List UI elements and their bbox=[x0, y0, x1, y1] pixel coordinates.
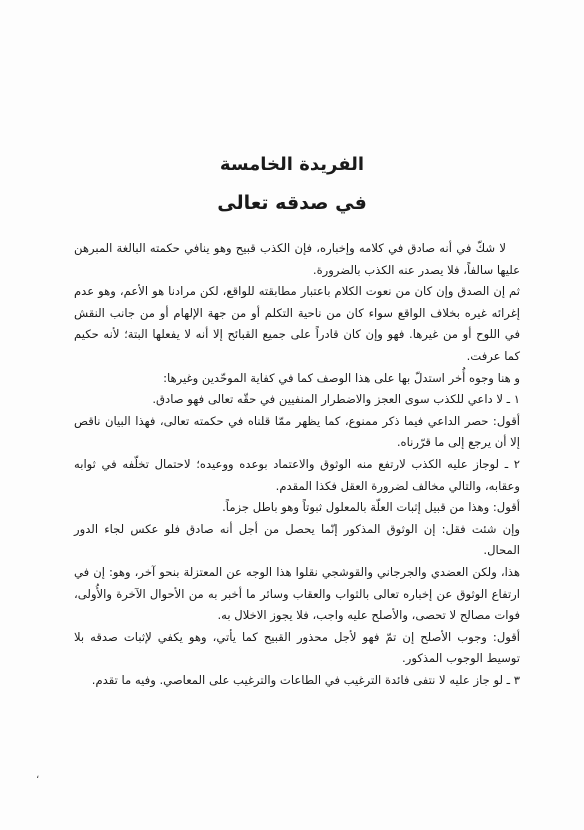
body-text bbox=[74, 238, 520, 691]
chapter-subtitle: في صدقه تعالى bbox=[217, 192, 367, 214]
paragraph: ٣ ـ لو جاز عليه لا نتفى فائدة الترغيب في الطاعات والترغيب على المعاصي. وفيه ما تقدم. bbox=[91, 672, 520, 687]
paragraph: ٢ ـ لوجاز عليه الكذب لارتفع منه الوثوق والاعتماد بوعده ووعيده؛ لاحتمال تخلّفه في ثوابه وعقابه، والتالي مخالف لضرورة العقل فكذا المقدم. bbox=[74, 456, 520, 493]
paragraph: وإن شئت فقل: إن الوثوق المذكور إنّما يحصل من أجل أنه صادق فلو عكس لجاء الدور المحال. bbox=[74, 521, 520, 558]
chapter-heading bbox=[0, 148, 584, 220]
paragraph: ١ ـ لا داعي للكذب سوى العجز والاضطرار المنفيين في حقّه تعالى فهو صادق. bbox=[152, 392, 520, 407]
paragraph: ثم إن الصدق وإن كان من نعوت الكلام باعتبار مطابقته للواقع، لكن مرادنا هو الأعم، وهو عدم إغرائه غيره بخلاف الواقع سواء كان من ناحية التكلم أو من جهة الإلهام أو من جانب النقش في اللوح أو من غيرها. فهو وإن كان قادراً على جميع القبائح إلا أنه لا يفعلها البتة؛ لأنه حكيم كما عرفت. bbox=[74, 284, 520, 363]
chapter-title: الفريدة الخامسة bbox=[219, 154, 365, 175]
margin-mark: ، bbox=[36, 770, 40, 781]
paragraph: أقول: وجوب الأصلح إن تمّ فهو لأجل محذور القبيح كما يأتي، وهو يكفي لإثبات صدقه بلا توسيط الوجوب المذكور. bbox=[74, 629, 520, 666]
paragraph: أقول: وهذا من قبيل إثبات العلّة بالمعلول ثبوتاً وهو باطل جزماً. bbox=[222, 500, 520, 515]
paragraph: أقول: حصر الداعي فيما ذكر ممنوع، كما يظهر ممّا قلناه في حكمته تعالى، فهذا البيان ناقص إلا أن يرجع إلى ما قرّرناه. bbox=[74, 413, 520, 450]
paragraph: و هنا وجوه أُخر استدلّ بها على هذا الوصف كما في كفاية الموحّدين وغيرها: bbox=[163, 370, 520, 385]
paragraph: هذا، ولكن العضدي والجرجاني والقوشجي نقلوا هذا الوجه عن المعتزلة بنحو آخر، وهو: إن في ارتفاع الوثوق عن إخباره تعالى بالثواب والعقاب وسائر ما أخبر به من الأحوال الآخرة والأُولى، فوات مصالح لا تحصى، والأصلح عليه واجب، فلا يجوز الاخلال به. bbox=[74, 564, 520, 623]
paragraph: لا شكّ في أنه صادق في كلامه وإخباره، فإن الكذب قبيح وهو ينافي حكمته البالغة المبرهن عليها سالفاً، فلا يصدر عنه الكذب بالضرورة. bbox=[74, 241, 520, 277]
